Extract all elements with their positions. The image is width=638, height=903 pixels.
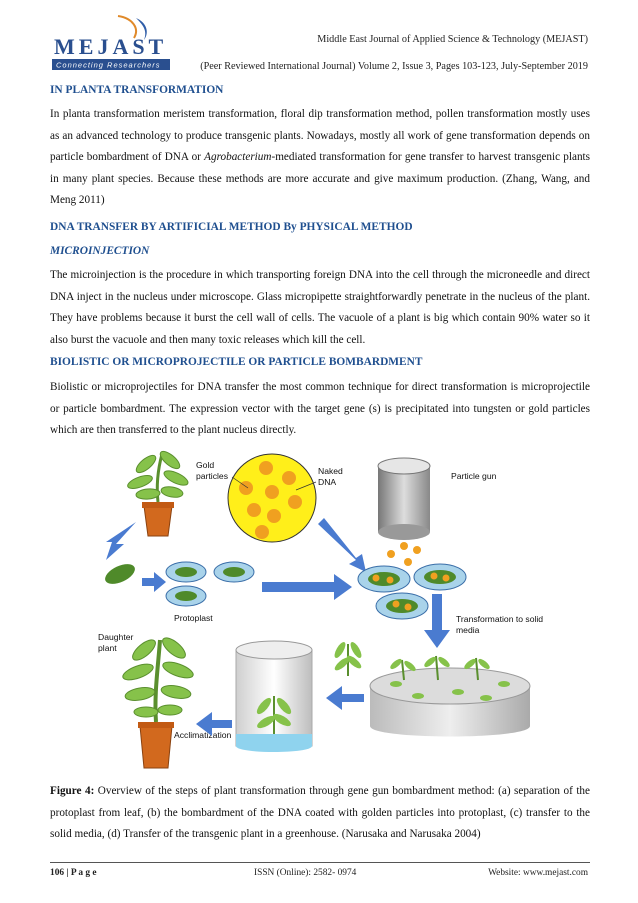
pot-icon-daughter	[140, 726, 172, 768]
section-heading-biolistic: BIOLISTIC OR MICROPROJECTILE OR PARTICLE BOMBARDMENT	[50, 356, 423, 368]
daughter-plant	[121, 634, 195, 768]
label-transformation: Transformation to solid	[456, 614, 544, 624]
label-gold: Gold	[196, 460, 215, 470]
source-plant	[126, 448, 190, 536]
logo-text: MEJAST	[54, 34, 168, 59]
caption-text: Overview of the steps of plant transformation through gene gun bombardment method: (a) separation of the protoplast from leaf, (b) the bombardment of the DNA coated with golden particles into protoplast, (c) transfer to the solid media, (d) Transfer of the transgenic plant in a greenhouse. (Narusaka and Narusaka 2004)	[50, 785, 590, 840]
bombarded-protoplasts	[358, 564, 466, 619]
gold-particles-dna	[228, 454, 316, 542]
footer-page-number: 106 | P a g e	[50, 868, 97, 878]
paragraph-biolistic: Biolistic or microprojectiles for DNA transfer the most common technique for direct transformation is microprojectile or particle bombardment. The expression vector with the target gene (s) is precipitated into tungsten or gold particles which are then transferred to the plant nucleus directly.	[50, 381, 590, 436]
figure-caption	[50, 781, 590, 846]
arrow-to-protoplast	[142, 572, 166, 592]
figure-gene-gun-diagram	[86, 444, 556, 774]
paragraph-planta	[50, 104, 590, 212]
arrow-to-leaf	[106, 522, 136, 560]
logo-tagline: Connecting Researchers	[56, 60, 161, 70]
mejast-logo	[48, 14, 188, 76]
pot-icon	[144, 506, 172, 536]
label-naked: Naked	[318, 466, 343, 476]
arrow-to-bombarded	[262, 574, 352, 600]
particle-gun-icon	[378, 458, 430, 540]
planta-agrobacterium: Agrobacterium	[204, 151, 272, 163]
protoplast-dishes	[166, 562, 254, 606]
journal-name: Middle East Journal of Applied Science & Technology (MEJAST)	[317, 34, 588, 45]
label-protoplast: Protoplast	[174, 613, 213, 623]
label-acclimatization: Acclimatization	[174, 730, 232, 740]
caption-label: Figure 4:	[50, 785, 95, 797]
footer-divider	[50, 862, 590, 863]
planta-text-1: In planta transformation meristem transformation, floral dip transformation method, pollen transformation mostly uses as an advanced technology to produce transgenic plants. Nowadays, mostly all work of gene transformation depends on particle bombardment of DNA or	[50, 108, 590, 163]
planta-text-2: -mediated transformation for gene transfer to harvest transgenic plants in many plant species. Because these methods are more accurate and give maximum production. (Zhang, Wang, and Meng 2011)	[50, 151, 591, 206]
section-heading-microinjection: MICROINJECTION	[50, 245, 150, 257]
leaf-icon	[102, 560, 138, 588]
label-particles: particles	[196, 471, 228, 481]
sprout-icon	[332, 640, 363, 676]
arrow-to-gun	[318, 518, 366, 572]
footer-website: Website: www.mejast.com	[488, 868, 588, 878]
section-heading-planta: IN PLANTA TRANSFORMATION	[50, 84, 224, 96]
journal-issue: (Peer Reviewed International Journal) Volume 2, Issue 3, Pages 103-123, July-September 2019	[200, 61, 588, 72]
acclimatization-jar	[236, 641, 312, 752]
arrow-to-media	[424, 594, 450, 648]
footer-issn: ISSN (Online): 2582- 0974	[254, 868, 357, 878]
label-plant: plant	[98, 643, 117, 653]
paragraph-microinjection: The microinjection is the procedure in which transporting foreign DNA into the cell through the microneedle and direct DNA inject in the nucleus under microscope. Glass micropipette straightforwardly penetrate in the nucleus of the plant. They have problems because it burst the cell wall of cells. The vacuole of a plant is big which contain 90% water so it also burst the vacuole and then many toxic releases which kill the cell.	[50, 269, 590, 346]
label-dna: DNA	[318, 477, 337, 487]
label-particle-gun: Particle gun	[451, 471, 497, 481]
label-media: media	[456, 625, 480, 635]
page-header	[0, 0, 638, 82]
section-heading-dna-transfer: DNA TRANSFER BY ARTIFICIAL METHOD By PHYSICAL METHOD	[50, 221, 413, 233]
solid-media-dish	[370, 655, 530, 736]
label-daughter: Daughter	[98, 632, 134, 642]
arrow-to-sprout	[326, 686, 364, 710]
